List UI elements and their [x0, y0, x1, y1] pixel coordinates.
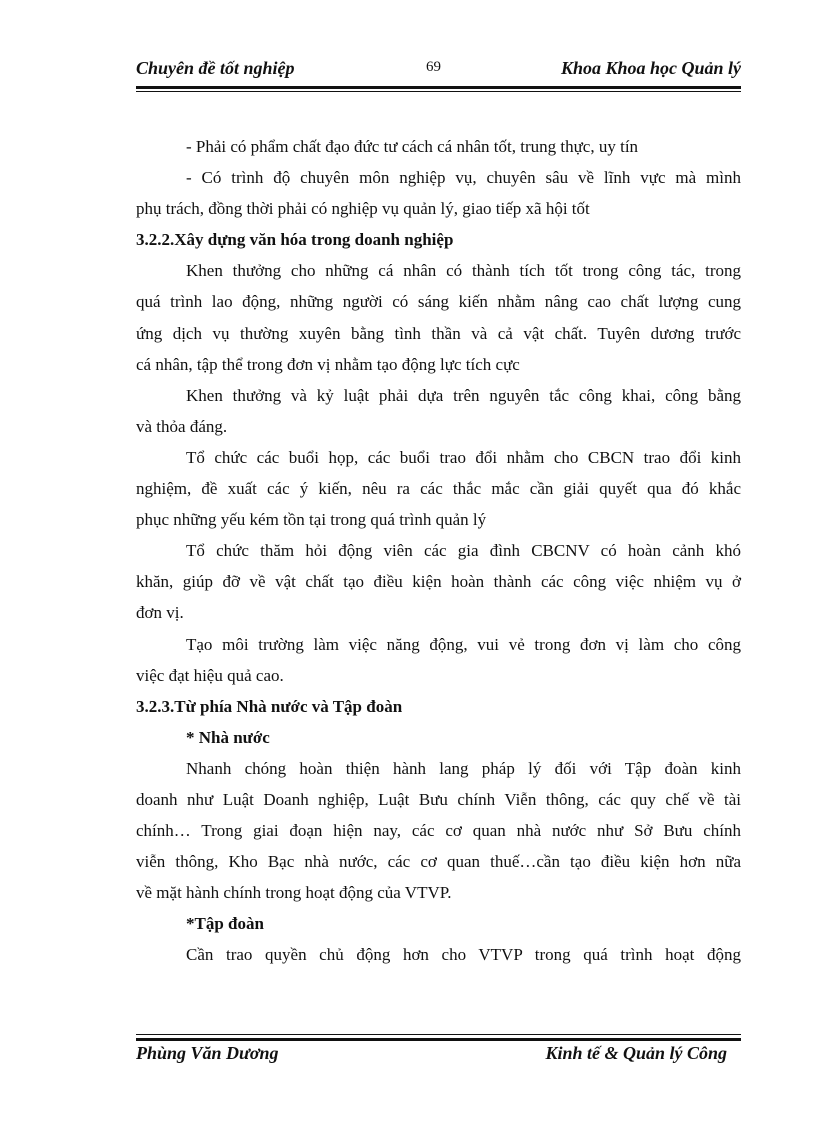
bullet-line: - Có trình độ chuyên môn nghiệp vụ, chuyên sâu về lĩnh vực mà mình — [186, 168, 741, 188]
paragraph-line: doanh như Luật Doanh nghiệp, Luật Bưu chính Viễn thông, các quy chế về tài — [136, 789, 741, 809]
footer-rule-thick — [136, 1038, 741, 1041]
paragraph-line: phục những yếu kém tồn tại trong quá trình quản lý — [136, 510, 487, 530]
paragraph-line: Nhanh chóng hoàn thiện hành lang pháp lý đối với Tập đoàn kinh — [186, 758, 741, 778]
footer-department: Kinh tế & Quản lý Công — [545, 1043, 727, 1063]
paragraph-line: Tổ chức thăm hỏi động viên các gia đình CBCNV có hoàn cảnh khó — [186, 541, 741, 561]
paragraph-line: quá trình lao động, những người có sáng kiến nhằm nâng cao chất lượng cung — [136, 292, 741, 312]
paragraph-line: việc đạt hiệu quả cao. — [136, 665, 284, 685]
paragraph-line: Khen thưởng cho những cá nhân có thành tích tốt trong công tác, trong — [186, 261, 741, 281]
footer-rule-thin — [136, 1034, 741, 1035]
page-number: 69 — [426, 59, 441, 75]
paragraph-line: phụ trách, đồng thời phải có nghiệp vụ quản lý, giao tiếp xã hội tốt — [136, 199, 590, 219]
paragraph-line: cá nhân, tập thể trong đơn vị nhằm tạo động lực tích cực — [136, 354, 520, 374]
paragraph-line: Cần trao quyền chủ động hơn cho VTVP trong quá trình hoạt động — [186, 945, 741, 965]
bullet-line: - Phải có phẩm chất đạo đức tư cách cá nhân tốt, trung thực, uy tín — [186, 137, 639, 156]
subsection-heading: *Tập đoàn — [186, 914, 264, 934]
footer-author: Phùng Văn Dương — [136, 1043, 279, 1063]
paragraph-line: và thỏa đáng. — [136, 416, 228, 436]
header-rule-thick — [136, 86, 741, 89]
header-rule-thin — [136, 91, 741, 92]
body-text — [136, 131, 741, 971]
paragraph-line: Khen thưởng và kỷ luật phải dựa trên nguyên tắc công khai, công bằng — [186, 385, 741, 405]
paragraph-line: về mặt hành chính trong hoạt động của VTVP. — [136, 883, 452, 903]
paragraph-line: viễn thông, Kho Bạc nhà nước, các cơ quan thuế…cần tạo điều kiện hơn nữa — [136, 852, 741, 872]
paragraph-line: khăn, giúp đỡ về vật chất tạo điều kiện hoàn thành các công việc nhiệm vụ ở — [136, 572, 741, 592]
paragraph-line: chính… Trong giai đoạn hiện nay, các cơ quan nhà nước như Sở Bưu chính — [136, 821, 741, 841]
paragraph-line: nghiệm, đề xuất các ý kiến, nêu ra các thắc mắc cần giải quyết qua đó khắc — [136, 479, 741, 499]
page-footer — [136, 1043, 741, 1069]
paragraph-line: Tổ chức các buổi họp, các buổi trao đổi nhằm cho CBCN trao đổi kinh — [186, 447, 741, 467]
header-right-title: Khoa Khoa học Quản lý — [560, 58, 741, 78]
section-heading: 3.2.3.Từ phía Nhà nước và Tập đoàn — [136, 696, 403, 716]
paragraph-line: Tạo môi trường làm việc năng động, vui vẻ trong đơn vị làm cho công — [186, 634, 741, 654]
paragraph-line: đơn vị. — [136, 603, 184, 623]
paragraph-line: ứng dịch vụ thường xuyên bằng tình thần và cả vật chất. Tuyên dương trước — [136, 323, 741, 343]
page-header — [136, 58, 741, 84]
subsection-heading: * Nhà nước — [186, 727, 270, 747]
header-left-title: Chuyên đề tốt nghiệp — [136, 58, 295, 78]
section-heading: 3.2.2.Xây dựng văn hóa trong doanh nghiệp — [136, 230, 454, 250]
